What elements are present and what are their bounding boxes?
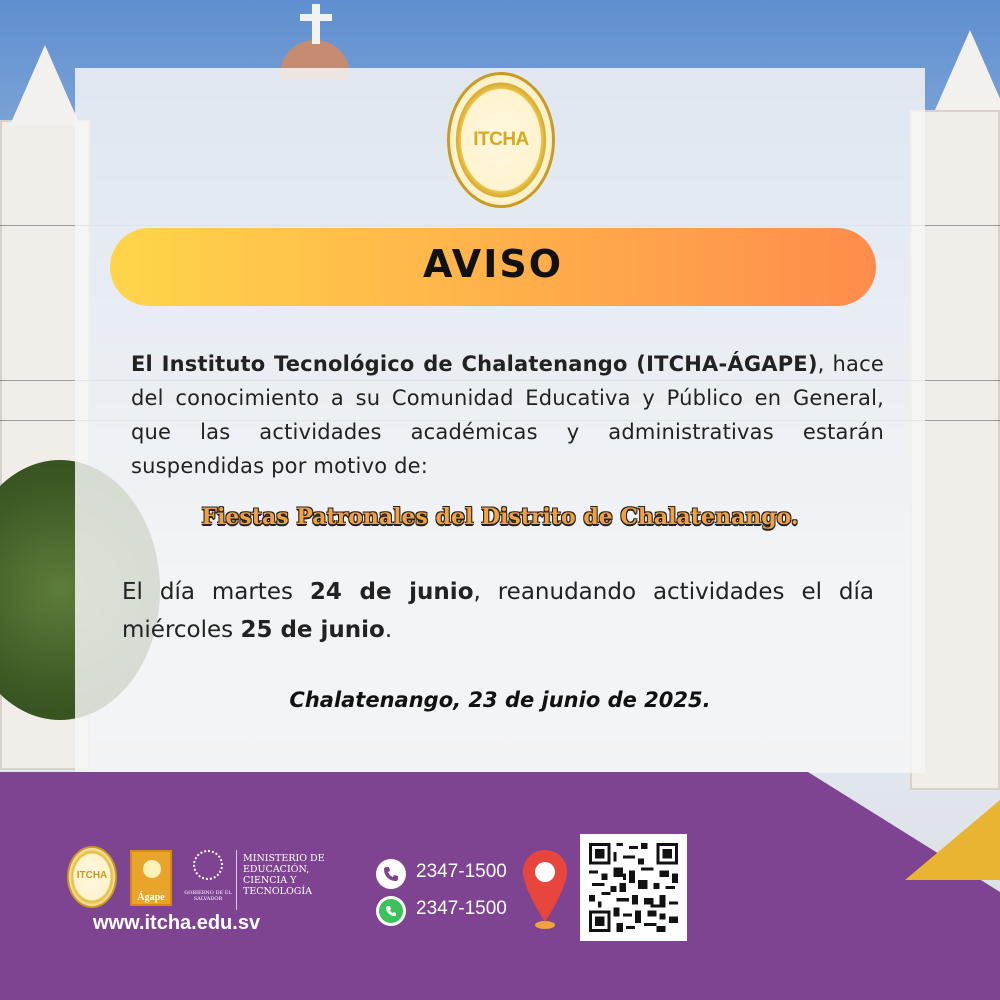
day-suffix: . <box>384 617 393 643</box>
dates-paragraph <box>122 573 874 649</box>
agape-text: Ágape <box>137 892 165 903</box>
phone-icon <box>376 859 406 889</box>
divider <box>236 850 237 910</box>
institution-name: El Instituto Tecnológico de Chalatenango (ITCHA-ÁGAPE) <box>131 352 818 376</box>
title-banner <box>110 228 876 306</box>
spire-left <box>10 45 80 125</box>
itcha-logo <box>447 72 555 208</box>
cross-icon <box>312 4 320 44</box>
ministerio-text: MINISTERIO DE EDUCACIÓN, CIENCIA Y TECNOLOGÍA <box>243 853 325 897</box>
reason-heading: Fiestas Patronales del Distrito de Chalatenango. <box>201 504 799 530</box>
day-middle: , reanudando actividades el día miércoles <box>122 579 874 643</box>
sun-icon <box>143 860 161 878</box>
intro-paragraph <box>131 347 884 483</box>
qr-code-pattern <box>589 843 678 932</box>
qr-code[interactable] <box>580 834 687 941</box>
resume-date: 25 de junio <box>240 617 385 643</box>
footer-itcha-text: ITCHA <box>76 870 108 881</box>
cross-arm <box>300 14 332 21</box>
day-prefix: El día martes <box>122 579 310 605</box>
website-link[interactable]: www.itcha.edu.sv <box>93 912 261 934</box>
logo-text: ITCHA <box>473 129 529 150</box>
whatsapp-icon <box>376 896 406 926</box>
suspension-date: 24 de junio <box>309 579 474 605</box>
gobierno-text: GOBIERNO DE EL SALVADOR <box>184 890 232 902</box>
whatsapp-number[interactable]: 2347-1500 <box>416 898 507 919</box>
phone-number[interactable]: 2347-1500 <box>416 861 507 882</box>
location-pin-icon[interactable] <box>520 848 570 930</box>
page-title: AVISO <box>422 242 564 286</box>
gobierno-logo <box>184 850 232 910</box>
emblem-icon <box>193 850 223 880</box>
agape-logo <box>130 850 172 906</box>
intro-text: , hace del conocimiento a su Comunidad Educativa y Público en General, que las actividades académicas y administrativas estarán suspendidas por motivo de: <box>131 352 884 478</box>
spire-right <box>935 30 1000 110</box>
place-date-signature: Chalatenango, 23 de junio de 2025. <box>289 688 711 712</box>
footer-itcha-logo <box>67 846 117 908</box>
